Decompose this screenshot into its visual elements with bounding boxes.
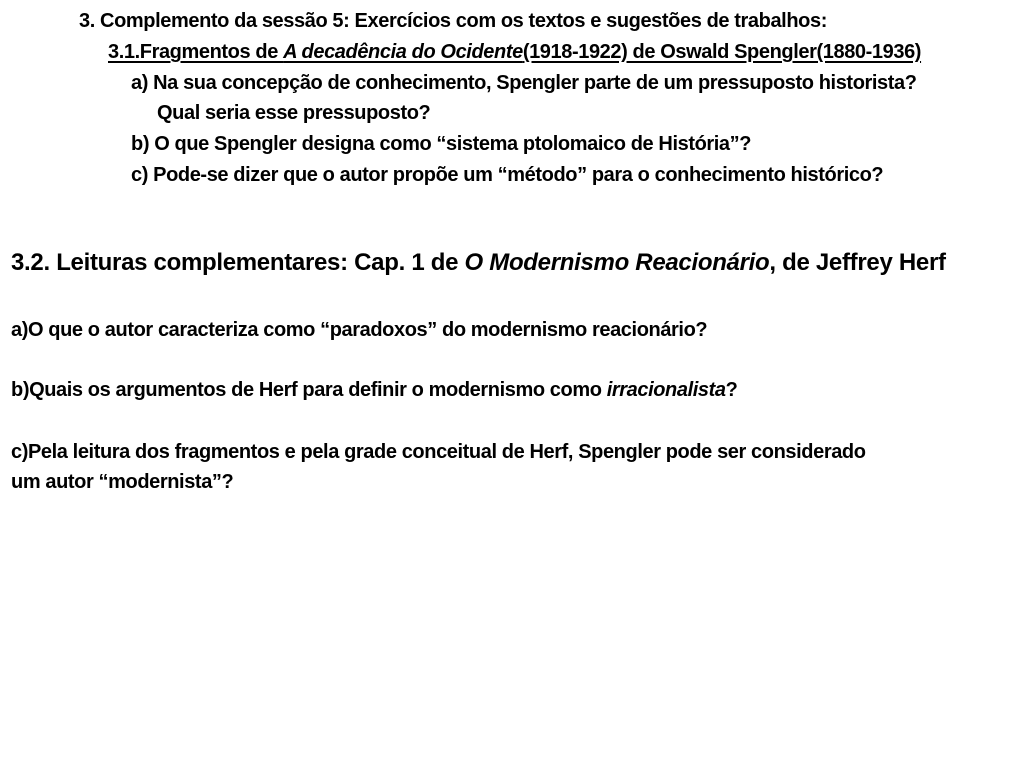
question-3-2-b [11, 376, 737, 404]
subsection-3-1-heading [108, 38, 921, 66]
question-3-2-c-line2: um autor “modernista”? [11, 471, 234, 493]
question-3-2-a: a)O que o autor caracteriza como “paradoxos” do modernismo reacionário? [11, 319, 708, 341]
question-3-1-c: c) Pode-se dizer que o autor propõe um “método” para o conhecimento histórico? [131, 164, 884, 186]
subsection-3-2-suffix: , de Jeffrey Herf [769, 249, 946, 276]
subsection-3-2-heading [11, 247, 946, 279]
section-3-title: 3. Complemento da sessão 5: Exercícios com os textos e sugestões de trabalhos: [79, 10, 827, 32]
question-3-2-b-prefix: b)Quais os argumentos de Herf para definir o modernismo como [11, 379, 607, 401]
question-3-1-a-line1: a) Na sua concepção de conhecimento, Spengler parte de um pressuposto historista? [131, 72, 917, 94]
book-title-modernismo: O Modernismo Reacionário [464, 249, 770, 276]
subsection-3-1-prefix: 3.1.Fragmentos de [108, 41, 284, 63]
question-3-2-c-line1: c)Pela leitura dos fragmentos e pela grade conceitual de Herf, Spengler pode ser considerado [11, 441, 866, 463]
question-3-1-b: b) O que Spengler designa como “sistema ptolomaico de História”? [131, 133, 752, 155]
subsection-3-2-prefix: 3.2. Leituras complementares: Cap. 1 de [11, 249, 465, 276]
subsection-3-1-suffix: (1918-1922) de Oswald Spengler(1880-1936) [522, 41, 922, 63]
question-3-2-b-italic: irracionalista [606, 379, 726, 401]
question-3-2-b-suffix: ? [725, 379, 738, 401]
book-title-decadencia: A decadência do Ocidente [283, 41, 523, 63]
question-3-1-a-line2: Qual seria esse pressuposto? [157, 102, 431, 124]
